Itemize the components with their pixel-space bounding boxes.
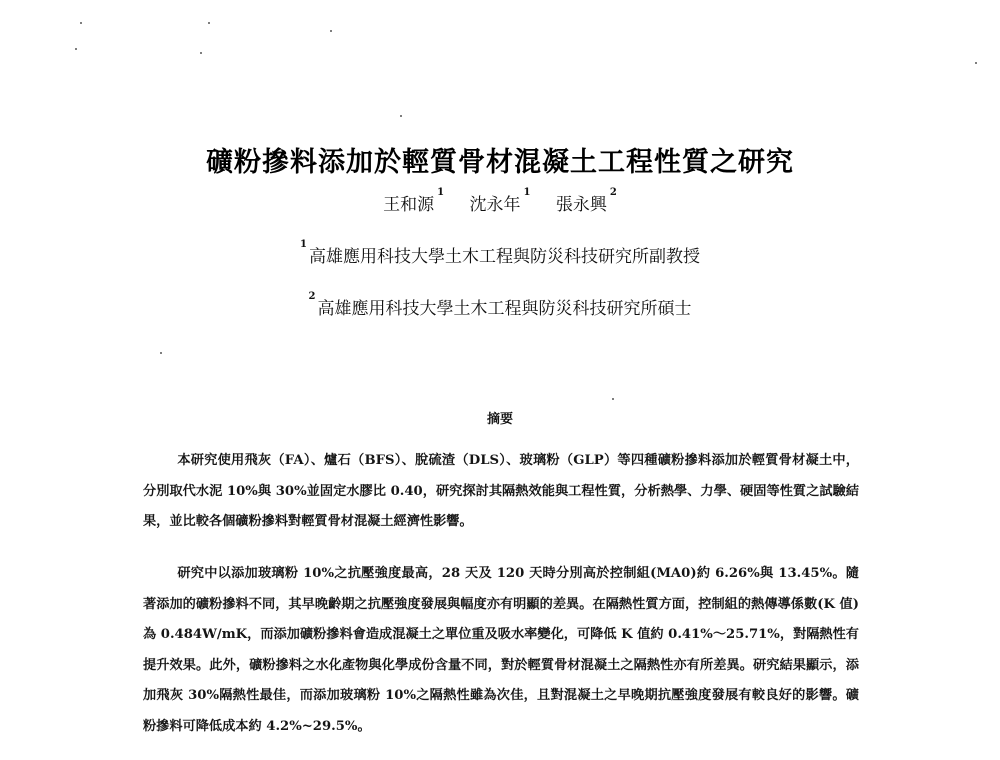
- scan-speck: [975, 62, 977, 64]
- paper-title: 礦粉摻料添加於輕質骨材混凝土工程性質之研究: [206, 147, 794, 178]
- affiliation-mark: 1: [300, 239, 307, 250]
- affiliation-text: 高雄應用科技大學土木工程與防災科技研究所碩士: [317, 299, 692, 319]
- scan-speck: [200, 52, 202, 54]
- affiliation: [0, 291, 1000, 319]
- author-name: 王和源: [383, 195, 435, 215]
- author-list: [0, 187, 1000, 215]
- author: [555, 187, 617, 215]
- author: [383, 187, 445, 215]
- affiliation-mark: 2: [609, 187, 617, 198]
- author-name: 張永興: [555, 195, 607, 215]
- affiliation: [0, 239, 1000, 267]
- abstract-paragraph: 研究中以添加玻璃粉 10%之抗壓強度最高，28 天及 120 天時分別高於控制組(MA0)約 6.26%與 13.45%。隨著添加的礦粉摻料不同，其早晚齡期之抗壓強度發展與幅度亦有明顯的差異。在隔熱性質方面，控制組的熱傳導係數(K 值)為 0.484W/mK，而添加礦粉摻料會造成混凝土之單位重及吸水率變化，可降低 K 值約 0.41%～25.71%，對隔熱性有提升效果。此外，礦粉摻料之水化產物與化學成份含量不同，對於輕質骨材混凝土之隔熱性亦有所差異。研究結果顯示，添加飛灰 30%隔熱性最佳，而添加玻璃粉 10%之隔熱性雖為次佳，且對混凝土之早晚期抗壓強度發展有較良好的影響。礦粉摻料可降低成本約 4.2%~29.5%。: [143, 566, 859, 734]
- scan-speck: [612, 398, 614, 400]
- scan-speck: [330, 30, 332, 32]
- scan-speck: [400, 115, 402, 117]
- affiliation-mark: 1: [437, 187, 445, 198]
- scan-speck: [208, 22, 210, 24]
- affiliation-mark: 1: [523, 187, 531, 198]
- affiliation-mark: 2: [308, 291, 316, 302]
- abstract-paragraph: 本研究使用飛灰（FA）、爐石（BFS）、脫硫渣（DLS）、玻璃粉（GLP）等四種礦粉摻料添加於輕質骨材凝土中，分別取代水泥 10%與 30%並固定水膠比 0.40，研究探討其隔熱效能與工程性質，分析熱學、力學、硬固等性質之試驗結果，並比較各個礦粉摻料對輕質骨材混凝土經濟性影響。: [143, 453, 859, 529]
- scan-speck: [75, 48, 77, 50]
- scan-speck: [80, 22, 82, 24]
- affiliation-text: 高雄應用科技大學土木工程與防災科技研究所副教授: [308, 247, 700, 267]
- author-name: 沈永年: [469, 195, 521, 215]
- scan-speck: [160, 352, 162, 354]
- author: [469, 187, 531, 215]
- abstract-heading: 摘要: [486, 412, 513, 427]
